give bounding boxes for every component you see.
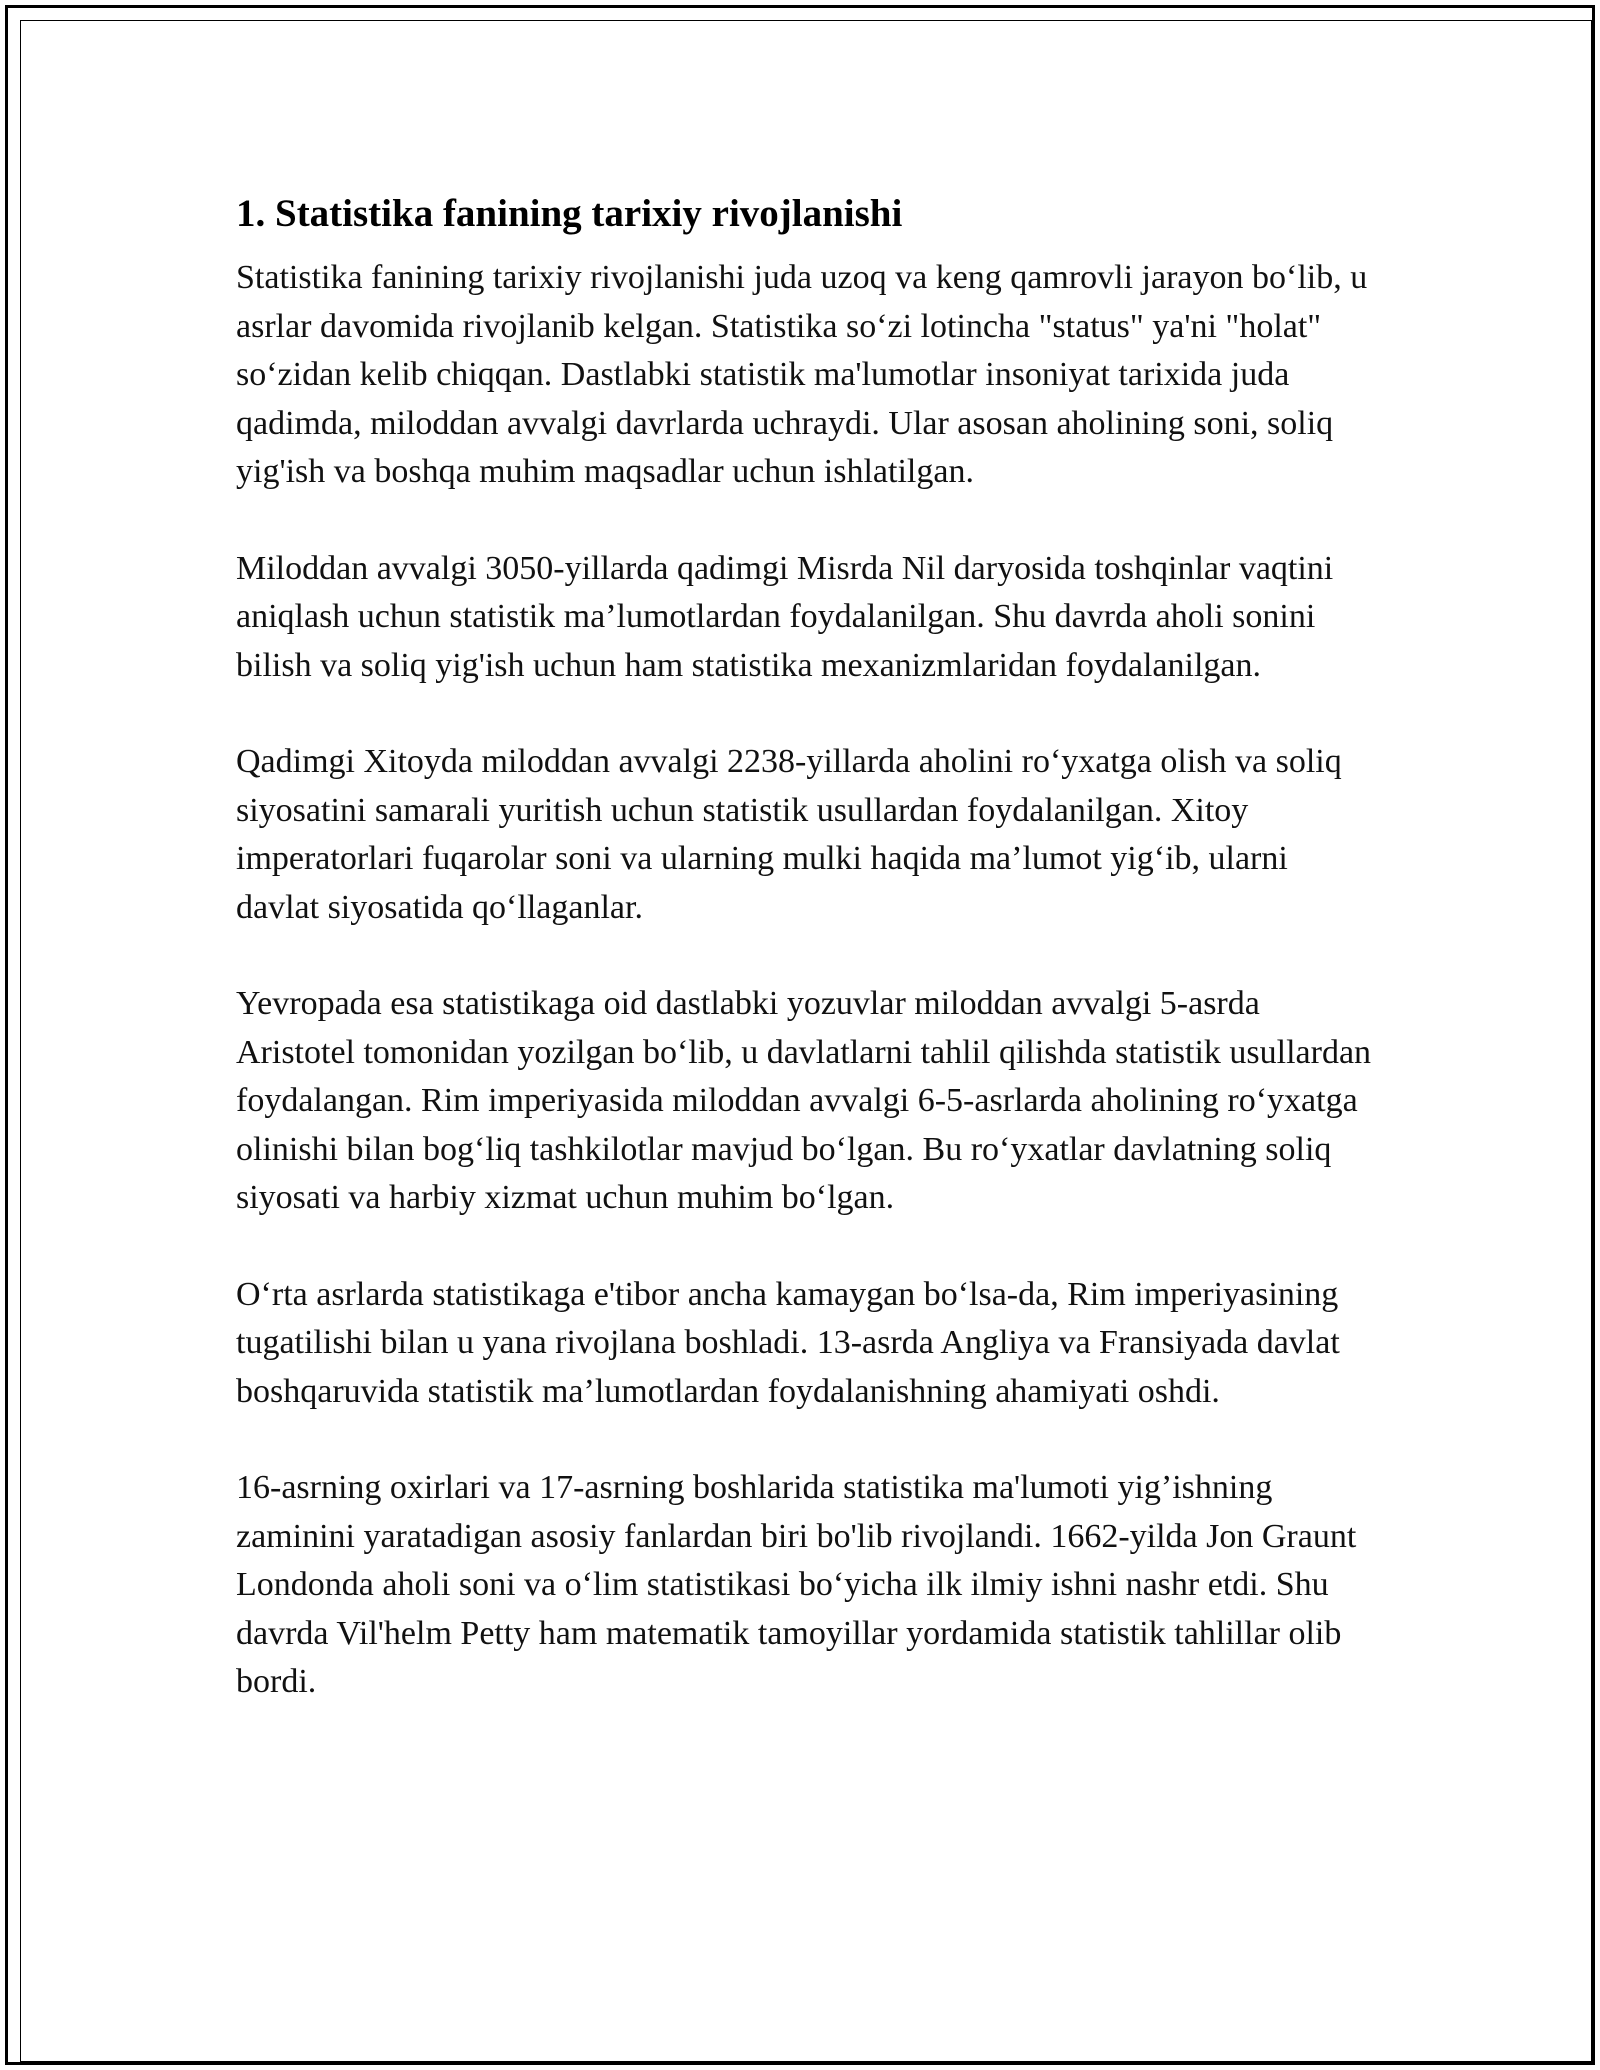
paragraph-5: O‘rta asrlarda statistikaga e'tibor ancha kamaygan bo‘lsa-da, Rim imperiyasining tugatilishi bilan u yana rivojlana boshladi. 13-asrda Angliya va Fransiyada davlat boshqaruvida statistik ma’lumotlardan foydalanishning ahamiyati oshdi. xyxy=(236,1275,1340,1410)
paragraph-6: 16-asrning oxirlari va 17-asrning boshlarida statistika ma'lumoti yig’ishning zaminini yaratadigan asosiy fanlardan biri bo'lib rivojlandi. 1662-yilda Jon Graunt Londonda aholi soni va o‘lim statistikasi bo‘yicha ilk ilmiy ishni nashr etdi. Shu davrda Vil'helm Petty ham matematik tamoyillar yordamida statistik tahlillar olib bordi. xyxy=(236,1469,1357,1700)
paragraph-3: Qadimgi Xitoyda miloddan avvalgi 2238-yillarda aholini ro‘yxatga olish va soliq siyosatini samarali yuritish uchun statistik usullardan foydalanilgan. Xitoy imperatorlari fuqarolar soni va ularning mulki haqida ma’lumot yig‘ib, ularni davlat siyosatida qo‘llaganlar. xyxy=(236,743,1342,926)
paragraph-1: Statistika fanining tarixiy rivojlanishi juda uzoq va keng qamrovli jarayon bo‘lib, u asrlar davomida rivojlanib kelgan. Statistika so‘zi lotincha "status" ya'ni "holat" so‘zidan kelib chiqqan. Dastlabki statistik ma'lumotlar insoniyat tarixida juda qadimda, miloddan avvalgi davrlarda uchraydi. Ular asosan aholining soni, soliq yig'ish va boshqa muhim maqsadlar uchun ishlatilgan. xyxy=(236,259,1368,490)
document-body xyxy=(236,186,1376,1755)
section-heading: 1. Statistika fanining tarixiy rivojlanishi xyxy=(236,192,903,235)
paragraph-4: Yevropada esa statistikaga oid dastlabki yozuvlar miloddan avvalgi 5-asrda Aristotel tomonidan yozilgan bo‘lib, u davlatlarni tahlil qilishda statistik usullardan foydalangan. Rim imperiyasida miloddan avvalgi 6-5-asrlarda aholining ro‘yxatga olinishi bilan bog‘liq tashkilotlar mavjud bo‘lgan. Bu ro‘yxatlar davlatning soliq siyosati va harbiy xizmat uchun muhim bo‘lgan. xyxy=(236,985,1372,1216)
paragraph-2: Miloddan avvalgi 3050-yillarda qadimgi Misrda Nil daryosida toshqinlar vaqtini aniqlash uchun statistik ma’lumotlardan foydalanilgan. Shu davrda aholi sonini bilish va soliq yig'ish uchun ham statistika mexanizmlaridan foydalanilgan. xyxy=(236,549,1334,684)
